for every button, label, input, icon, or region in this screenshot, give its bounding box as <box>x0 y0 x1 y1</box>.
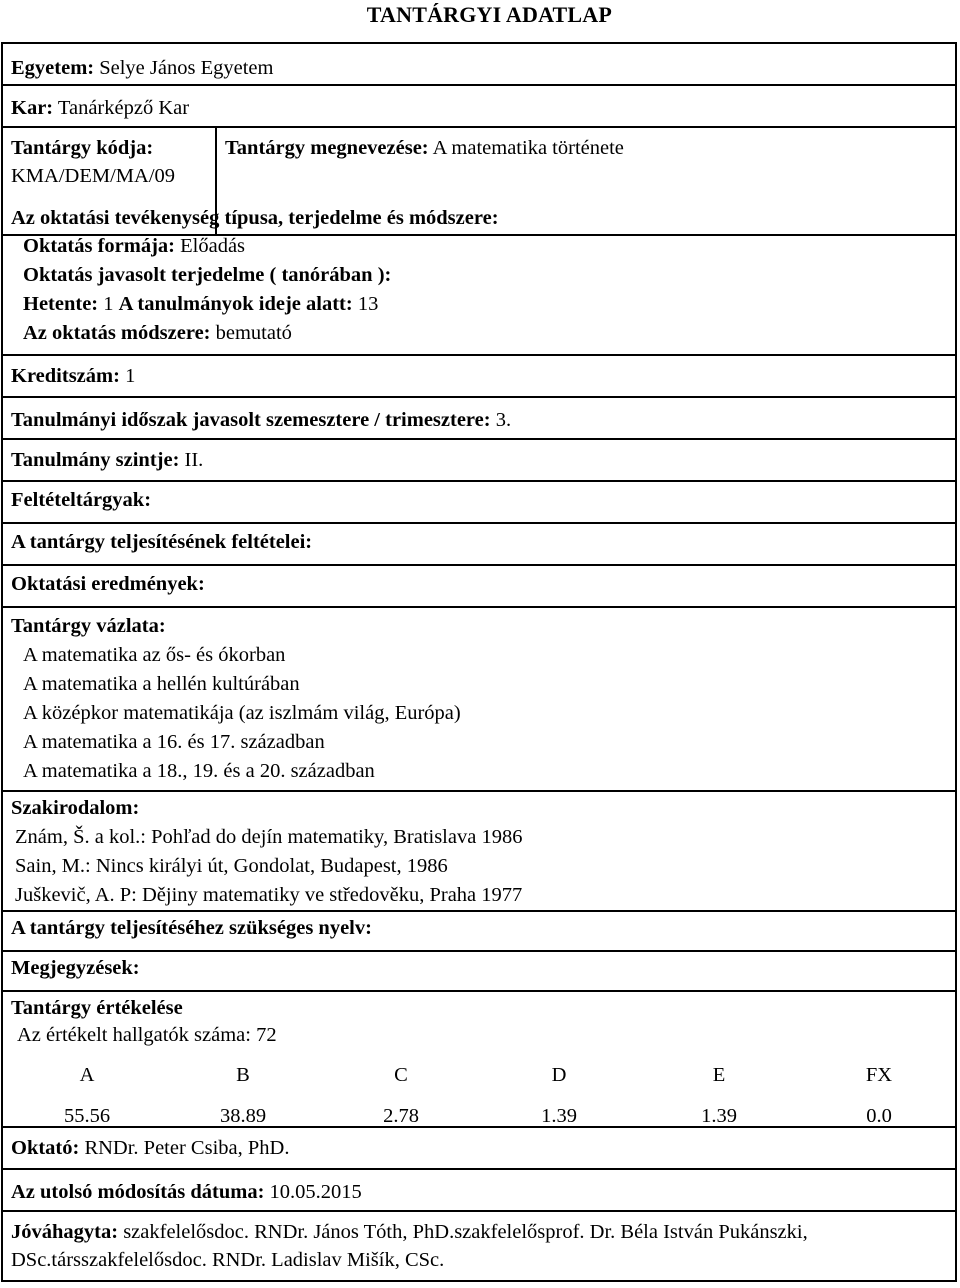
completion-conditions-label: A tantárgy teljesítésének feltételei: <box>11 531 313 553</box>
total-label: A tanulmányok ideje alatt: <box>118 293 353 315</box>
semester-value: 3. <box>495 409 512 431</box>
faculty-value: Tanárképző Kar <box>57 97 190 119</box>
grade-header: B <box>236 1064 250 1086</box>
teaching-heading: Az oktatási tevékenység típusa, terjedelme és módszere: <box>11 207 499 229</box>
teaching-row <box>3 200 955 356</box>
evaluation-label: Tantárgy értékelése <box>11 997 183 1019</box>
teaching-scope-label: Oktatás javasolt terjedelme ( tanórában ): <box>23 264 392 286</box>
method-value: bemutató <box>215 322 292 344</box>
weekly-label: Hetente: <box>23 293 99 315</box>
teaching-form-label: Oktatás formája: <box>23 235 176 257</box>
evaluated-count: Az értékelt hallgatók száma: 72 <box>17 1024 277 1046</box>
faculty-label: Kar: <box>11 97 54 119</box>
method-label: Az oktatás módszere: <box>23 322 211 344</box>
weekly-value: 1 <box>103 293 114 315</box>
syllabus-item: A középkor matematikája (az iszlmám világ, Európa) <box>23 702 461 724</box>
grade-header: C <box>394 1064 408 1086</box>
document-title: TANTÁRGYI ADATLAP <box>366 2 612 27</box>
learning-outcomes-label: Oktatási eredmények: <box>11 573 205 595</box>
syllabus-item: A matematika a hellén kultúrában <box>23 673 300 695</box>
grade-header: FX <box>865 1064 893 1086</box>
syllabus-label: Tantárgy vázlata: <box>11 615 166 637</box>
teaching-form-value: Előadás <box>180 235 246 257</box>
course-code-label: Tantárgy kódja: <box>11 137 154 159</box>
prerequisites-row <box>3 482 955 524</box>
syllabus-item: A matematika a 16. és 17. században <box>23 731 325 753</box>
completion-conditions-row <box>3 524 955 566</box>
grade-header: A <box>79 1064 95 1086</box>
course-code-value: KMA/DEM/MA/09 <box>11 165 176 187</box>
university-row <box>3 44 955 86</box>
literature-row <box>3 792 955 912</box>
level-label: Tanulmány szintje: <box>11 449 180 471</box>
credit-label: Kreditszám: <box>11 365 120 387</box>
grade-percentage: 2.78 <box>383 1105 419 1127</box>
level-value: II. <box>184 449 204 471</box>
literature-item: Sain, M.: Nincs királyi út, Gondolat, Budapest, 1986 <box>15 855 448 877</box>
language-label: A tantárgy teljesítéséhez szükséges nyelv: <box>11 917 372 939</box>
approved-line1: szakfelelősdoc. RNDr. János Tóth, PhD.szakfelelősprof. Dr. Béla István Pukánszki, <box>123 1221 808 1243</box>
grade-percentage: 38.89 <box>219 1105 267 1127</box>
syllabus-item: A matematika a 18., 19. és a 20. században <box>23 760 375 782</box>
university-label: Egyetem: <box>11 57 95 79</box>
approved-line2: DSc.társszakfelelősdoc. RNDr. Ladislav Mišík, CSc. <box>11 1249 445 1271</box>
semester-row <box>3 398 955 440</box>
language-row <box>3 912 955 952</box>
literature-item: Znám, Š. a kol.: Pohľad do dejín matematiky, Bratislava 1986 <box>15 826 523 848</box>
teacher-label: Oktató: <box>11 1137 80 1159</box>
grade-percentage: 1.39 <box>701 1105 737 1127</box>
grade-header: D <box>551 1064 567 1086</box>
syllabus-row <box>3 608 955 792</box>
total-value: 13 <box>357 293 379 315</box>
modified-value: 10.05.2015 <box>269 1181 362 1203</box>
notes-label: Megjegyzések: <box>11 957 140 979</box>
approved-label: Jóváhagyta: <box>11 1221 119 1243</box>
approved-row <box>3 1212 955 1280</box>
level-row <box>3 440 955 482</box>
learning-outcomes-row <box>3 566 955 608</box>
course-name-label: Tantárgy megnevezése: <box>225 137 429 159</box>
notes-row <box>3 952 955 992</box>
grade-percentage: 0.0 <box>866 1105 892 1127</box>
literature-item: Juškevič, A. P: Dějiny matematiky ve středověku, Praha 1977 <box>15 884 523 906</box>
teacher-value: RNDr. Peter Csiba, PhD. <box>84 1137 290 1159</box>
faculty-row <box>3 86 955 128</box>
university-value: Selye János Egyetem <box>99 57 274 79</box>
credit-row <box>3 356 955 398</box>
course-name-value: A matematika története <box>432 137 624 159</box>
credit-value: 1 <box>125 365 136 387</box>
evaluation-row <box>3 992 955 1128</box>
grade-percentage: 55.56 <box>63 1105 111 1127</box>
literature-label: Szakirodalom: <box>11 797 140 819</box>
semester-label: Tanulmányi időszak javasolt szemesztere / trimesztere: <box>11 409 491 431</box>
modified-row <box>3 1170 955 1212</box>
prerequisites-label: Feltételtárgyak: <box>11 489 152 511</box>
modified-label: Az utolsó módosítás dátuma: <box>11 1181 265 1203</box>
grade-percentage: 1.39 <box>541 1105 577 1127</box>
grade-header: E <box>712 1064 726 1086</box>
syllabus-item: A matematika az ős- és ókorban <box>23 644 286 666</box>
teacher-row <box>3 1128 955 1170</box>
course-datasheet <box>1 42 957 1282</box>
